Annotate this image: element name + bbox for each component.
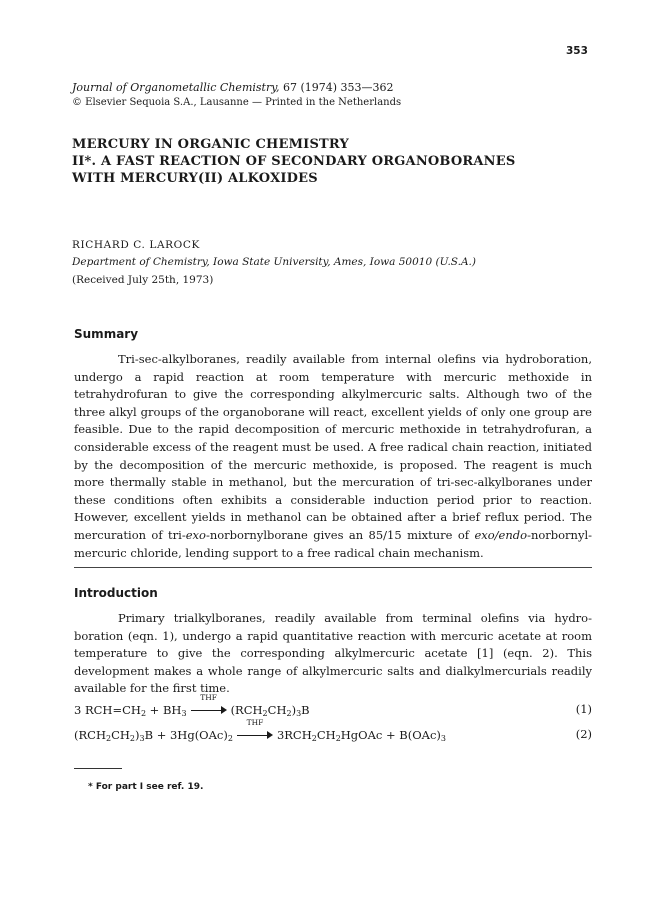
article-title bbox=[72, 136, 612, 187]
introduction-heading: Introduction bbox=[74, 586, 158, 600]
footnote: * For part I see ref. 19. bbox=[88, 782, 204, 792]
author-affiliation: Department of Chemistry, Iowa State University, Ames, Iowa 50010 (U.S.A.) bbox=[72, 256, 476, 268]
reaction-arrow-icon bbox=[191, 693, 227, 716]
title-line-2: II*. A FAST REACTION OF SECONDARY ORGANOBORANES bbox=[72, 154, 516, 169]
summary-tail-5: -norbornylmercuric chloride, lending support to a free radical chain mechanism. bbox=[74, 527, 593, 560]
author-name: RICHARD C. LAROCK bbox=[72, 239, 200, 251]
arrow-solvent-label: THF bbox=[200, 693, 217, 702]
page-number: 353 bbox=[566, 45, 588, 57]
reaction-arrow-icon bbox=[237, 718, 273, 741]
journal-citation bbox=[72, 81, 394, 95]
equation-1-number: (1) bbox=[575, 702, 592, 716]
introduction-text: Primary trialkylboranes, readily available from terminal olefins via hydroboration (eqn. 1), undergo a rapid quantitative reaction with mercuric acetate at room temperature to give the corresponding alkylmercuric acetate [1] (eqn. 2). This development makes a whole range of alkylmercuric salts and dialkylmercurials readily available for the first time. bbox=[74, 611, 592, 696]
footnote-rule bbox=[74, 768, 122, 769]
equation-1-formula: 3 $RCH=CH_2 + BH_3$ THF $(RCH_2CH_2)_3B$ bbox=[74, 693, 310, 718]
section-divider bbox=[74, 567, 592, 568]
equation-2 bbox=[74, 718, 592, 747]
summary-heading: Summary bbox=[74, 327, 139, 341]
title-line-3: WITH MERCURY(II) ALKOXIDES bbox=[72, 171, 318, 186]
arrow-solvent-label: THF bbox=[246, 718, 264, 727]
summary-text: Tri-sec-alkylboranes, readily available from internal olefins via hydroboration, undergo a rapid reaction at room temperature with mercuric methoxide in tetrahydrofuran to give the corresponding alkylmercuric salts. Although two of the three alkyl groups of the organoborane will react, excellent yields of only one group are feasible. Due to the rapid decomposition of mercuric methoxide in tetrahydrofuran, a considerable excess of the reagent must be used. A free radical chain reaction, initiated by the decomposition of the mercuric methoxide, is proposed. The reagent is much more thermally stable in methanol, but the mercuration of tri-sec-alkylboranes under these conditions often exhibits a considerable induction period prior to reaction. However, excellent yields in methanol can be obtained after a brief reflux period. The mercuration of bbox=[74, 352, 592, 542]
summary-paragraph bbox=[74, 351, 592, 562]
summary-tail-4: exo/endo bbox=[474, 527, 528, 542]
journal-name: Journal of Organometallic Chemistry, bbox=[72, 81, 280, 94]
publisher-line: © Elsevier Sequoia S.A., Lausanne — Printed in the Netherlands bbox=[72, 97, 402, 108]
introduction-paragraph bbox=[74, 610, 592, 698]
received-date: (Received July 25th, 1973) bbox=[72, 274, 214, 286]
equation-2-number: (2) bbox=[575, 727, 592, 741]
equation-1 bbox=[74, 693, 592, 722]
summary-tail-1: tri- bbox=[168, 527, 186, 542]
summary-tail-3: -norbornylborane gives an 85/15 mixture of bbox=[205, 527, 475, 542]
equation-2-formula: $(RCH_2CH_2)_3B + 3Hg(OAc)_2$ THF $3RCH_2CH_2HgOAc + B(OAc)_3$ bbox=[74, 718, 446, 743]
journal-volume: 67 (1974) 353—362 bbox=[279, 81, 394, 94]
summary-tail-2: exo bbox=[185, 527, 206, 542]
title-line-1: MERCURY IN ORGANIC CHEMISTRY bbox=[72, 137, 349, 152]
